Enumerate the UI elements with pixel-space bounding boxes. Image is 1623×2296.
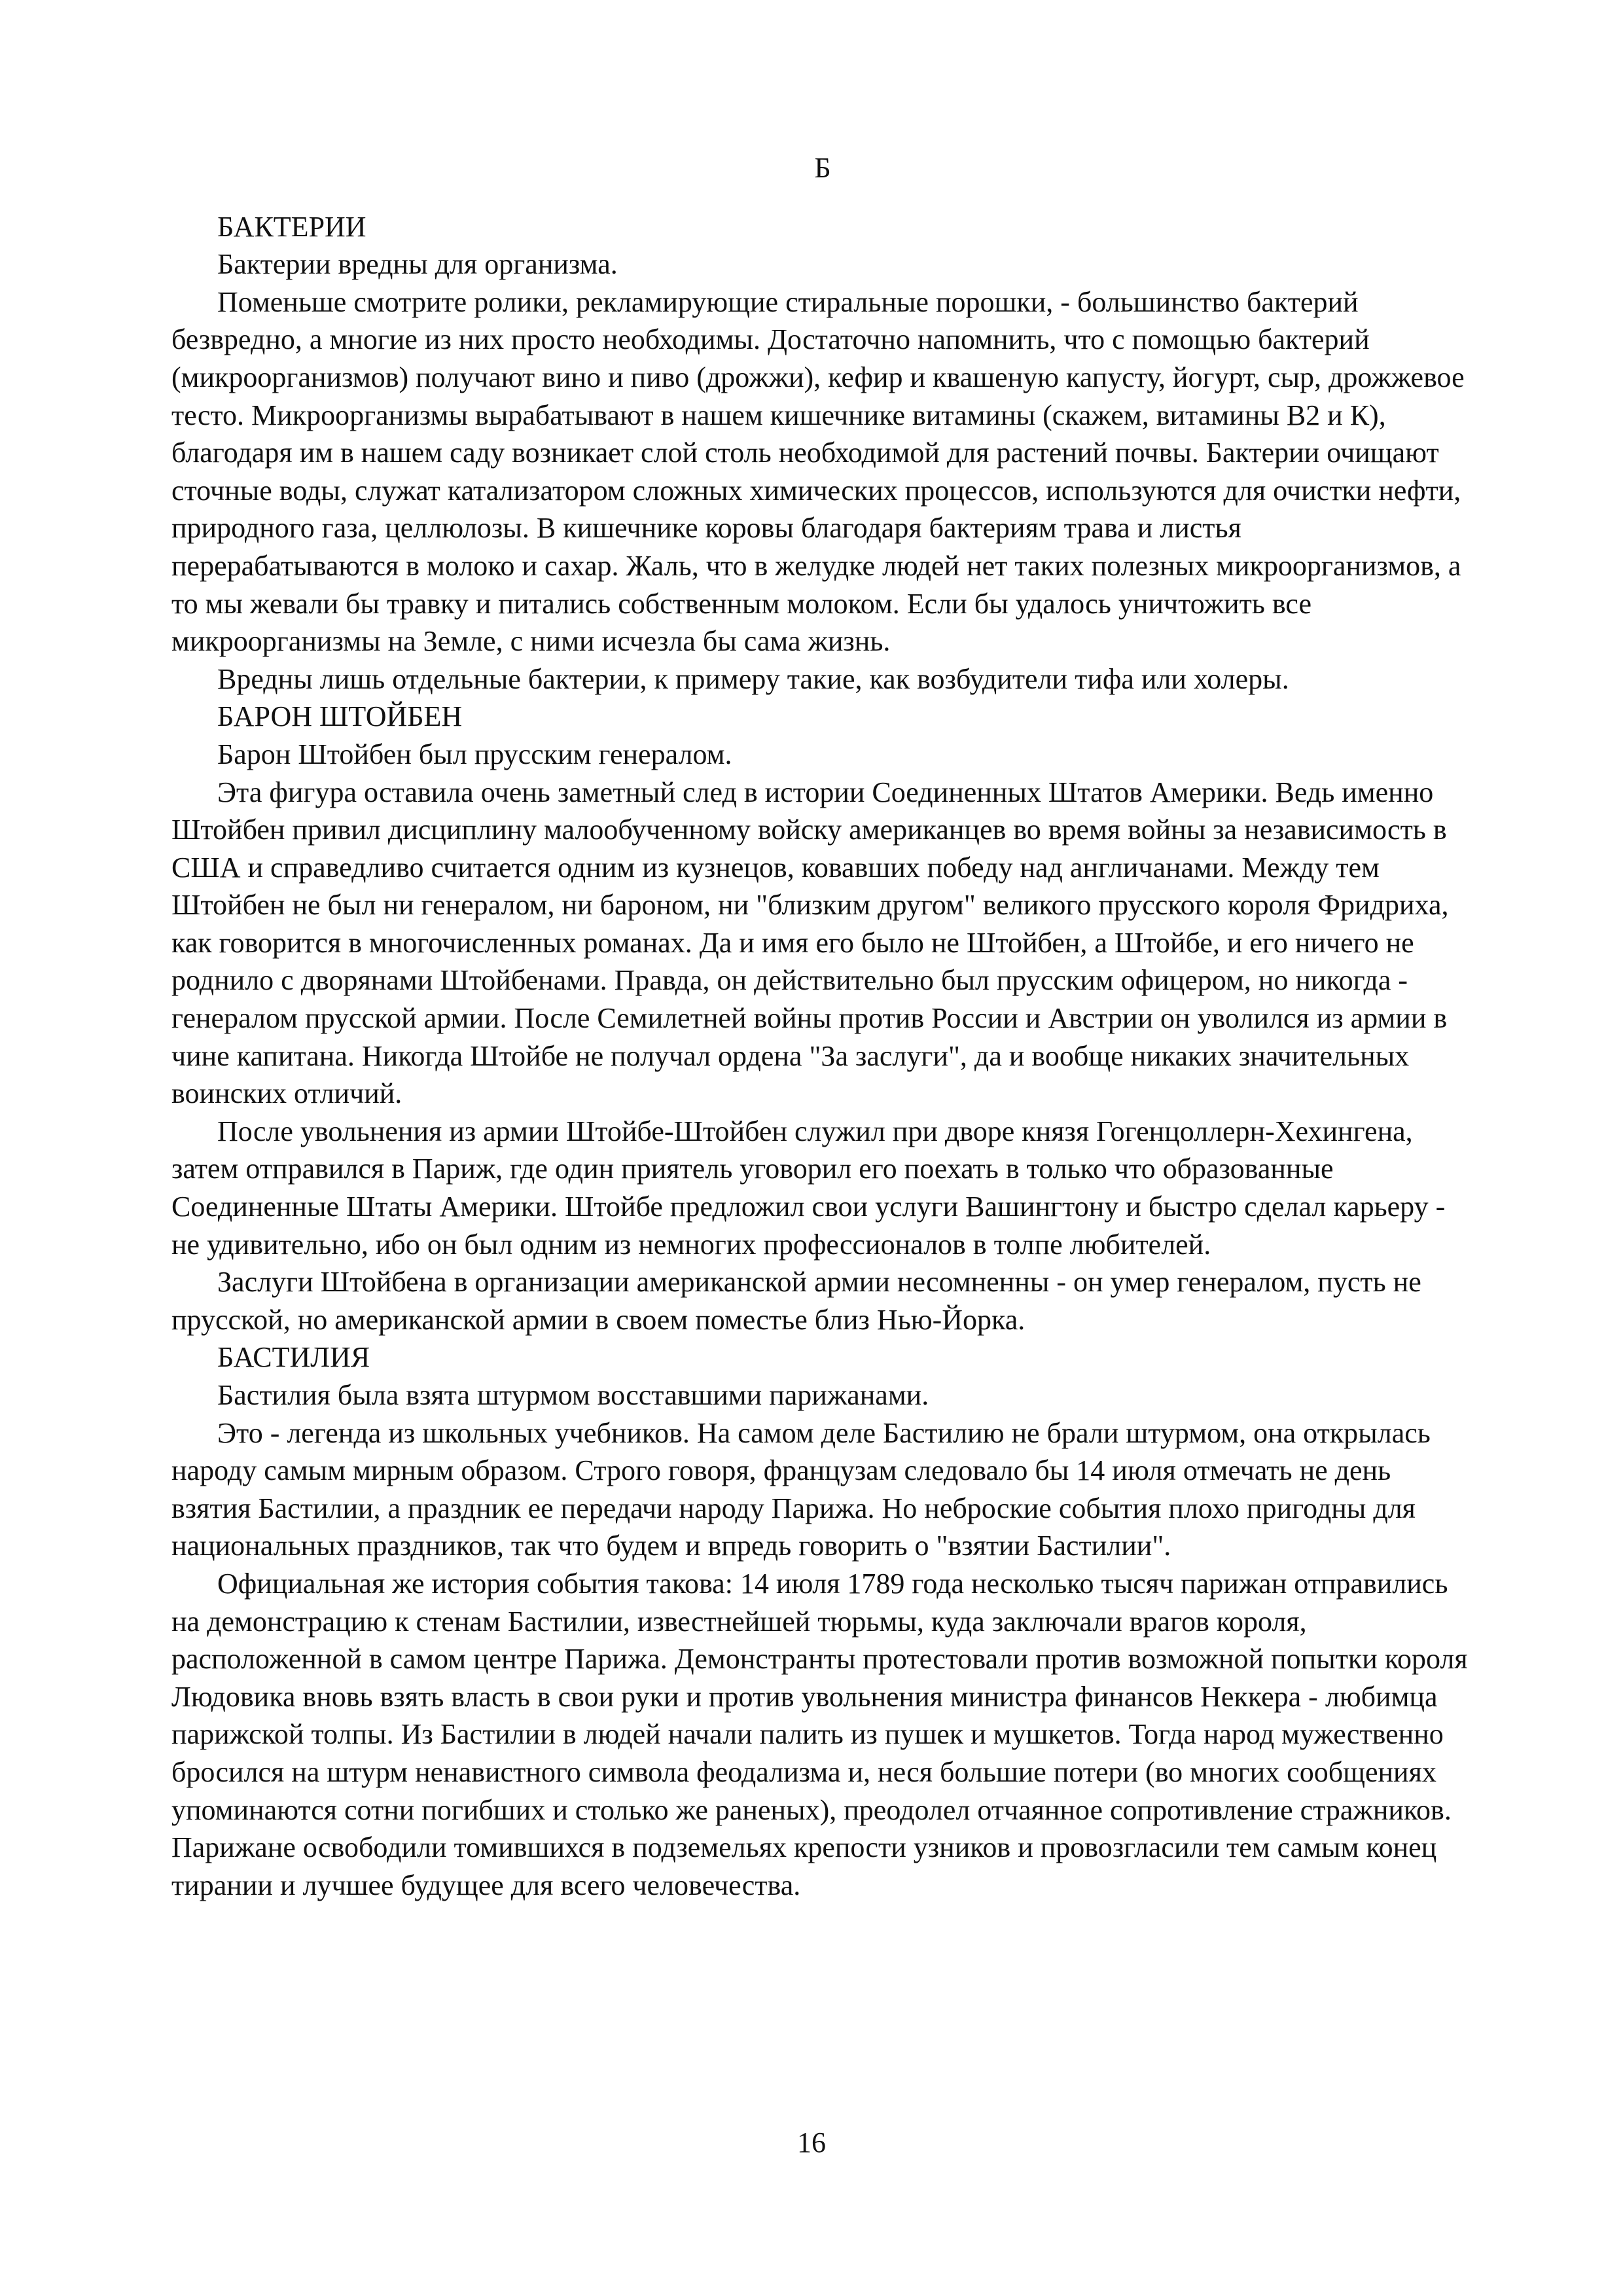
entry-myth: Бактерии вредны для организма. bbox=[217, 248, 618, 281]
page-number: 16 bbox=[797, 2126, 826, 2159]
entry-paragraph: Официальная же история события такова: 14 июля 1789 года несколько тысяч парижан отправились на демонстрацию к стенам Бастилии, известнейшей тюрьмы, куда заключали врагов короля, расположенной в самом центре Парижа. Демонстранты протестовали против возможной попытки короля Людовика вновь взять власть в свои руки и против увольнения министра финансов Неккера - любимца парижской толпы. Из Бастилии в людей начали палить из пушек и мушкетов. Тогда народ мужественно бросился на штурм ненавистного символа феодализма и, неся большие потери (во многих сообщениях упоминаются сотни погибших и столько же раненых), преодолел отчаянное сопротивление стражников. Парижане освободили томившихся в подземельях крепости узников и провозгласили тем самым конец тирании и лучшее будущее для всего человечества. bbox=[171, 1567, 1468, 1901]
entry-paragraph: После увольнения из армии Штойбе-Штойбен служил при дворе князя Гогенцоллерн-Хехингена, затем отправился в Париж, где один приятель уговорил его поехать в только что образованные Соединенные Штаты Америки. Штойбе предложил свои услуги Вашингтону и быстро сделал карьеру - не удивительно, ибо он был одним из немногих профессионалов в толпе любителей. bbox=[171, 1115, 1446, 1261]
entry-title: БАРОН ШТОЙБЕН bbox=[217, 700, 463, 733]
entry-bastille bbox=[171, 1338, 1474, 1904]
entry-paragraph: Это - легенда из школьных учебников. На самом деле Бастилию не брали штурмом, она открылась народу самым мирным образом. Строго говоря, французам следовало бы 14 июля отмечать не день взятия Бастилии, а праздник ее передачи народу Парижа. Но неброские события плохо пригодны для национальных праздников, так что будем и впредь говорить о "взятии Бастилии". bbox=[171, 1416, 1431, 1562]
entry-paragraph: Заслуги Штойбена в организации американской армии несомненны - он умер генералом, пусть не прусской, но американской армии в своем поместье близ Нью-Йорка. bbox=[171, 1266, 1421, 1336]
entry-baron-steuben bbox=[171, 698, 1474, 1338]
entry-title: БАСТИЛИЯ bbox=[217, 1341, 370, 1374]
entry-myth: Барон Штойбен был прусским генералом. bbox=[217, 738, 732, 770]
entry-title: БАКТЕРИИ bbox=[217, 210, 366, 243]
entry-bacteria bbox=[171, 208, 1474, 698]
entry-paragraph: Эта фигура оставила очень заметный след в истории Соединенных Штатов Америки. Ведь именно Штойбен привил дисциплину малообученному войску американцев во время войны за независимость в США и справедливо считается одним из кузнецов, ковавших победу над англичанами. Между тем Штойбен не был ни генералом, ни бароном, ни "близким другом" великого прусского короля Фридриха, как говорится в многочисленных романах. Да и имя его было не Штойбен, а Штойбе, и его ничего не роднило с дворянами Штойбенами. Правда, он действительно был прусским офицером, но никогда - генералом прусской армии. После Семилетней войны против России и Австрии он уволился из армии в чине капитана. Никогда Штойбе не получал ордена "За заслуги", да и вообще никаких значительных воинских отличий. bbox=[171, 776, 1449, 1110]
entry-paragraph: Вредны лишь отдельные бактерии, к примеру такие, как возбудители тифа или холеры. bbox=[217, 662, 1289, 695]
entry-myth: Бастилия была взята штурмом восставшими парижанами. bbox=[217, 1379, 929, 1411]
page-body bbox=[171, 149, 1474, 1904]
entry-paragraph: Поменьше смотрите ролики, рекламирующие стиральные порошки, - большинство бактерий безвредно, а многие из них просто необходимы. Достаточно напомнить, что с помощью бактерий (микроорганизмов) получают вино и пиво (дрожжи), кефир и квашеную капусту, йогурт, сыр, дрожжевое тесто. Микроорганизмы вырабатывают в нашем кишечнике витамины (скажем, витамины В2 и К), благодаря им в нашем саду возникает слой столь необходимой для растений почвы. Бактерии очищают сточные воды, служат катализатором сложных химических процессов, используются для очистки нефти, природного газа, целлюлозы. В кишечнике коровы благодаря бактериям трава и листья перерабатываются в молоко и сахар. Жаль, что в желудке людей нет таких полезных микроорганизмов, а то мы жевали бы травку и питались собственным молоком. Если бы удалось уничтожить все микроорганизмы на Земле, с ними исчезла бы сама жизнь. bbox=[171, 285, 1465, 658]
section-letter: Б bbox=[814, 152, 831, 184]
